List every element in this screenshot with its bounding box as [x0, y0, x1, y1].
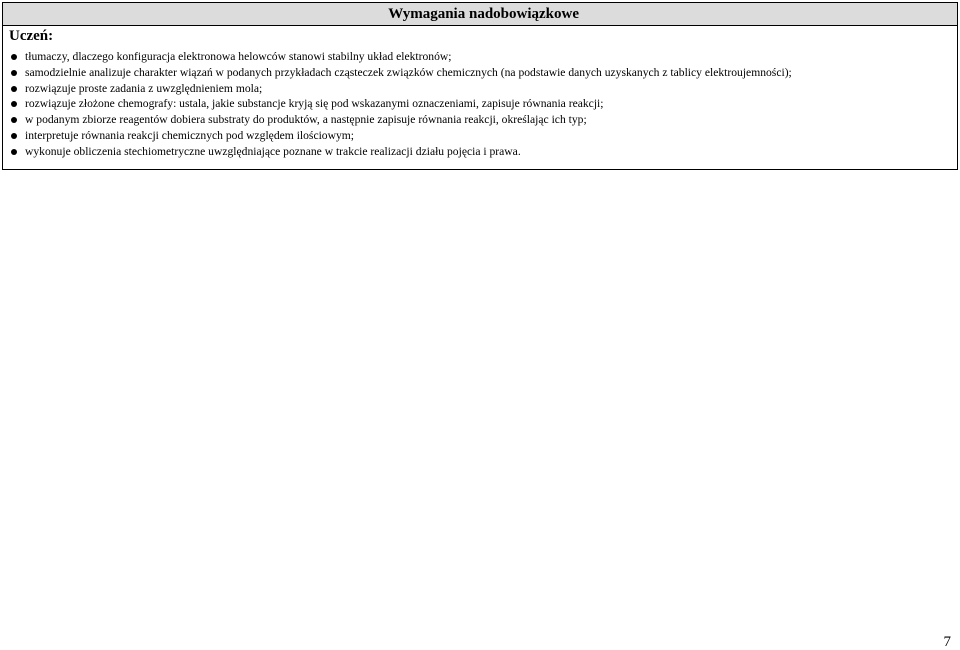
list-item-text: wykonuje obliczenia stechiometryczne uwzględniające poznane w trakcie realizacji działu pojęcia i prawa. — [25, 144, 521, 158]
bullet-icon — [11, 149, 17, 155]
list-item — [9, 49, 953, 65]
requirements-list — [9, 49, 953, 160]
bullet-icon — [11, 133, 17, 139]
list-item — [9, 81, 953, 97]
list-item — [9, 112, 953, 128]
list-item — [9, 128, 953, 144]
bullet-icon — [11, 70, 17, 76]
list-item-text: interpretuje równania reakcji chemicznych pod względem ilościowym; — [25, 128, 355, 142]
requirements-table — [2, 2, 958, 170]
table-title: Wymagania nadobowiązkowe — [388, 6, 579, 22]
student-label: Uczeń: — [9, 28, 54, 44]
bullet-icon — [11, 86, 17, 92]
bullet-icon — [11, 117, 17, 123]
table-header — [3, 3, 957, 26]
list-item — [9, 65, 953, 81]
bullet-icon — [11, 101, 17, 107]
list-item-text: rozwiązuje proste zadania z uwzględnieniem mola; — [25, 81, 263, 95]
page-number: 7 — [943, 634, 951, 650]
list-item-text: w podanym zbiorze reagentów dobiera substraty do produktów, a następnie zapisuje równania reakcji, określając ich typ; — [25, 113, 587, 127]
bullet-icon — [11, 54, 17, 60]
table-body — [3, 26, 957, 169]
list-item — [9, 144, 953, 160]
list-item-text: rozwiązuje złożone chemografy: ustala, jakie substancje kryją się pod wskazanymi oznaczeniami, zapisuje równania reakcji; — [25, 97, 604, 111]
list-item-text: samodzielnie analizuje charakter wiązań w podanych przykładach cząsteczek związków chemicznych (na podstawie danych uzyskanych z tablicy elektroujemności); — [25, 65, 792, 79]
list-item-text: tłumaczy, dlaczego konfiguracja elektronowa helowców stanowi stabilny układ elektronów; — [25, 50, 452, 63]
list-item — [9, 96, 953, 112]
